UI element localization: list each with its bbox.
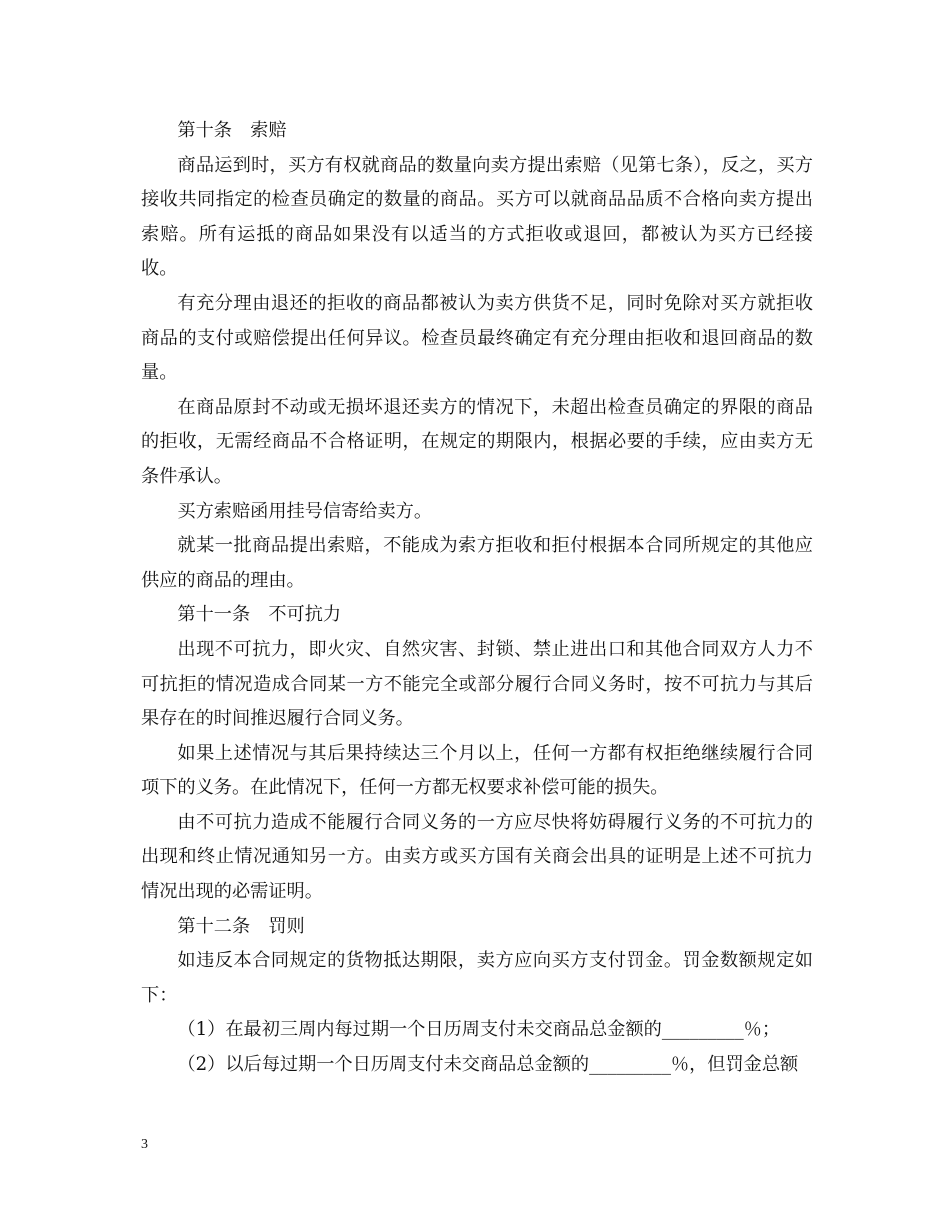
paragraph: 在商品原封不动或无损坏退还卖方的情况下，未超出检查员确定的界限的商品的拒收，无需经商品不合格证明，在规定的期限内，根据必要的手续，应由卖方无条件承认。 [141,396,813,487]
paragraph: 就某一批商品提出索赔，不能成为索方拒收和拒付根据本合同所规定的其他应供应的商品的理由。 [141,535,813,591]
article-12-heading: 第十二条 罚则 [177,915,305,937]
paragraph: 有充分理由退还的拒收的商品都被认为卖方供货不足，同时免除对买方就拒收商品的支付或赔偿提出任何异议。检查员最终确定有充分理由拒收和退回商品的数量。 [141,292,813,384]
paragraph: 如果上述情况与其后果持续达三个月以上，任何一方都有权拒绝继续履行合同项下的义务。在此情况下，任何一方都无权要求补偿可能的损失。 [141,742,813,799]
document-page [141,114,813,1083]
paragraph: 由不可抗力造成不能履行合同义务的一方应尽快将妨碍履行义务的不可抗力的出现和终止情况通知另一方。由卖方或买方国有关商会出具的证明是上述不可抗力情况出现的必需证明。 [141,811,813,903]
paragraph: 买方索赔函用挂号信寄给卖方。 [177,500,433,522]
paragraph: 如违反本合同规定的货物抵达期限，卖方应向买方支付罚金。罚金数额规定如下： [141,950,813,1006]
page-number: 3 [141,1137,148,1152]
paragraph: 出现不可抗力，即火灾、自然灾害、封锁、禁止进出口和其他合同双方人力不可抗拒的情况造成合同某一方不能完全或部分履行合同义务时，按不可抗力与其后果存在的时间推迟履行合同义务。 [141,638,813,730]
paragraph: 商品运到时，买方有权就商品的数量向卖方提出索赔（见第七条），反之，买方接收共同指定的检查员确定的数量的商品。买方可以就商品品质不合格向卖方提出索赔。所有运抵的商品如果没有以适当的方式拒收或退回，都被认为买方已经接收。 [141,154,813,280]
penalty-item-1: （1）在最初三周内每过期一个日历周支付未交商品总金额的_________％； [177,1019,781,1041]
article-10-heading: 第十条 索赔 [177,120,287,141]
penalty-item-2: （2）以后每过期一个日历周支付未交商品总金额的_________％，但罚金总额 [177,1054,799,1076]
article-11-heading: 第十一条 不可抗力 [177,604,342,626]
